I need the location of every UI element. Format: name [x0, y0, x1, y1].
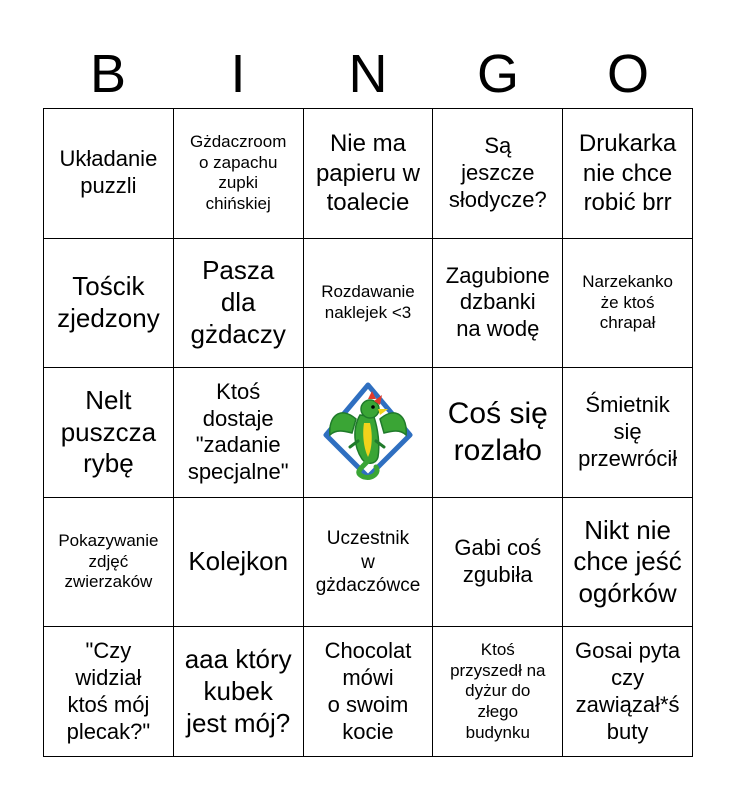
bingo-cell-r3c1[interactable]: Nelt puszcza rybę	[44, 368, 174, 498]
title-letter-b: B	[89, 44, 127, 104]
bingo-cell-r4c5[interactable]: Nikt nie chce jeść ogórków	[563, 498, 693, 628]
bingo-grid	[43, 108, 693, 757]
bingo-cell-r5c3[interactable]: Chocolat mówi o swoim kocie	[304, 627, 434, 757]
bingo-title	[43, 40, 693, 108]
bingo-cell-r1c4[interactable]: Są jeszcze słodycze?	[433, 109, 563, 239]
bingo-cell-r1c2[interactable]: Gżdaczroom o zapachu zupki chińskiej	[174, 109, 304, 239]
bingo-cell-r1c5[interactable]: Drukarka nie chce robić brr	[563, 109, 693, 239]
free-space-cell[interactable]	[304, 368, 434, 498]
bingo-cell-r4c4[interactable]: Gabi coś zgubiła	[433, 498, 563, 628]
bingo-cell-r4c1[interactable]: Pokazywanie zdjęć zwierzaków	[44, 498, 174, 628]
title-letter-i: I	[230, 44, 246, 104]
bingo-cell-r3c2[interactable]: Ktoś dostaje "zadanie specjalne"	[174, 368, 304, 498]
title-letter-g: G	[476, 44, 519, 104]
bingo-cell-r2c4[interactable]: Zagubione dzbanki na wodę	[433, 239, 563, 369]
bingo-cell-r4c2[interactable]: Kolejkon	[174, 498, 304, 628]
bingo-cell-r5c5[interactable]: Gosai pyta czy zawiązał*ś buty	[563, 627, 693, 757]
title-letter-o: O	[606, 44, 649, 104]
bingo-cell-r5c4[interactable]: Ktoś przyszedł na dyżur do złego budynku	[433, 627, 563, 757]
bingo-cell-r2c3[interactable]: Rozdawanie naklejek <3	[304, 239, 434, 369]
bingo-cell-r5c1[interactable]: "Czy widział ktoś mój plecak?"	[44, 627, 174, 757]
bingo-cell-r2c1[interactable]: Tościk zjedzony	[44, 239, 174, 369]
bingo-cell-r4c3[interactable]: Uczestnik w gżdaczówce	[304, 498, 434, 628]
bingo-cell-r2c2[interactable]: Pasza dla gżdaczy	[174, 239, 304, 369]
bingo-cell-r3c5[interactable]: Śmietnik się przewrócił	[563, 368, 693, 498]
bingo-cell-r3c4[interactable]: Coś się rozlało	[433, 368, 563, 498]
bingo-cell-r5c2[interactable]: aaa który kubek jest mój?	[174, 627, 304, 757]
title-letter-n: N	[348, 44, 388, 104]
bingo-cell-r1c1[interactable]: Układanie puzzli	[44, 109, 174, 239]
bingo-cell-r2c5[interactable]: Narzekanko że ktoś chrapał	[563, 239, 693, 369]
bingo-cell-r1c3[interactable]: Nie ma papieru w toalecie	[304, 109, 434, 239]
dragon-logo-icon	[318, 377, 418, 487]
